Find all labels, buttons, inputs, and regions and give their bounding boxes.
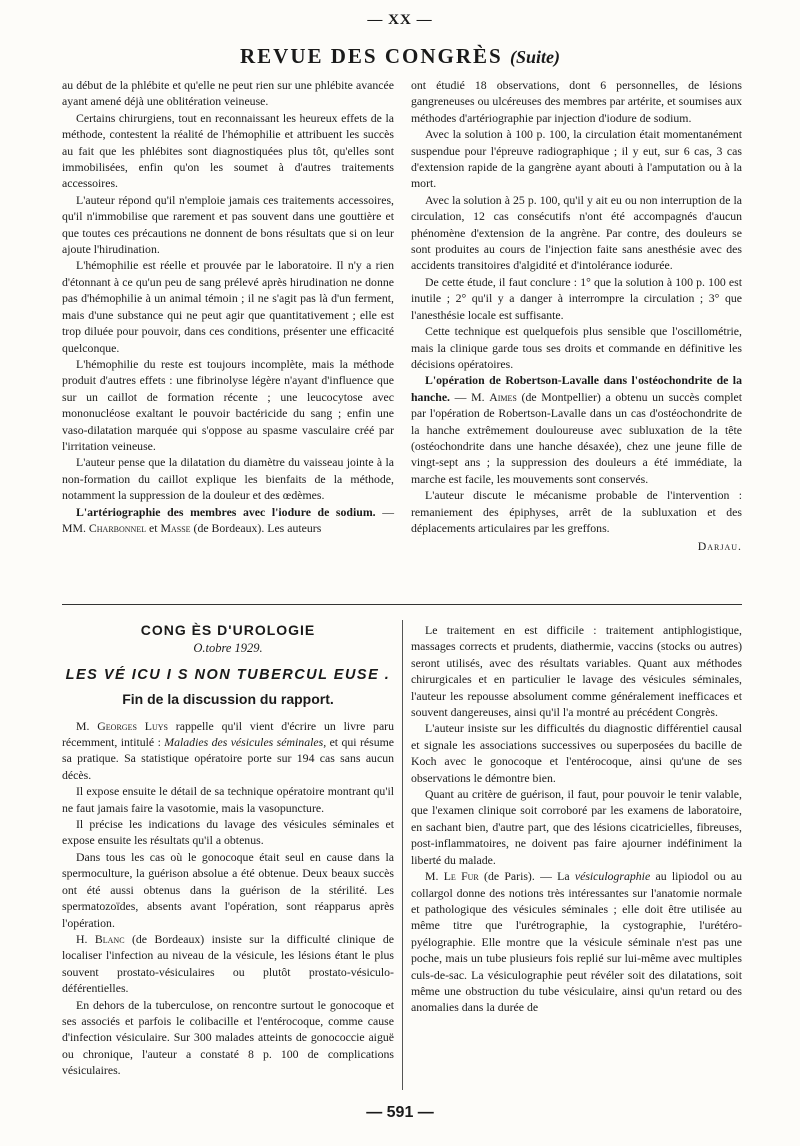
article-heading: L'opération de Robertson-Lavalle dans l'ostéochondrite de la hanche. bbox=[411, 373, 742, 404]
text-fragment: rappelle qu'il vient d'écrire un livre paru récemment, intitulé : bbox=[62, 718, 395, 750]
text-fragment: M. bbox=[76, 718, 90, 733]
text-fragment: au lipiodol ou au collargol donne des notions très intéressantes sur l'anatomie normale et pathologique des vésicules séminales ; elle doit être utilisée au même titre que l'urétrographie, la cystographie, l'urétéro-pyélographie. Elle montre que la vésicule séminale n'est pas une poche, mais un tube plusieurs fois replié sur lui-même avec multiples culs-de-sac. La vésiculographie peut révéler soit des dilatations, soit même une obstruction du tube vésiculaire, ainsi qu'un retard ou des anomalies dans la durée de bbox=[411, 869, 743, 1015]
paragraph: ont étudié 18 observations, dont 6 personnelles, de lésions gangreneuses ou ulcéreuses des membres par artérite, et soumises aux méthodes d'artériographie par injection d'iodure de sodium. bbox=[411, 78, 742, 125]
book-title: Maladies des vésicules séminales, bbox=[164, 735, 327, 750]
paragraph: De cette étude, il faut conclure : 1° que la solution à 100 p. 100 est inutile ; 2° qu'il y a danger à interrompre la circulation ; 3° que l'anesthésie locale est suffisante. bbox=[411, 274, 742, 322]
journal-title: REVUE DES CONGRÈS bbox=[240, 44, 503, 68]
paragraph: L'hémophilie est réelle et prouvée par le laboratoire. Il n'y a rien d'étonnant à ce qu'un peu de sang prélevé après hirudination ne donne pas d'hémophilie à un animal témoin ; il ne s'agit pas là d'un ferment, mais d'une substance qui ne peut agir que quantitativement ; elle est trop diluée pour pouvoir, dans ces conditions, présenter une efficacité quelconque. bbox=[62, 258, 394, 355]
text-fragment: — MM. bbox=[62, 504, 394, 535]
paragraph: Cette technique est quelquefois plus sensible que l'oscillométrie, mais la clinique garde tous ses droits et commande en définitive les décisions opératoires. bbox=[411, 324, 742, 371]
section-subtitle: Fin de la discussion du rapport. bbox=[122, 691, 334, 708]
column-bottom-right bbox=[411, 622, 742, 1016]
paragraph: Avec la solution à 25 p. 100, qu'il y ait eu ou non interruption de la circulation, 12 cas consécutifs n'ont été accompagnés d'aucun phénomène d'extension de la angrène. Par contre, des douleurs se sont produites au cours de l'injection faite sans anesthésie avec des accidents transitoires d'algidité et d'intolérance iodurée. bbox=[411, 192, 742, 273]
author-name: Le Fur bbox=[443, 869, 479, 884]
text-fragment: et bbox=[149, 520, 158, 535]
paragraph-luys bbox=[62, 718, 394, 784]
author-name: Masse bbox=[160, 520, 191, 535]
section-date: O.tobre 1929. bbox=[193, 641, 263, 656]
paragraph: En dehors de la tuberculose, on rencontre surtout le gonocoque et ses associés et parfois le colibacille et l'entérocoque, comme cause d'infection vésiculaire. Sur 300 malades atteints de gonococcie aiguë ou chronique, l'auteur a constaté 8 p. 100 de complications vésiculaires. bbox=[62, 997, 394, 1078]
paragraph: Avec la solution à 100 p. 100, la circulation était momentanément suspendue pour l'épreuve radiographique ; il y eut, sur 6 cas, 3 cas d'extension rapide de la gangrène ayant abouti à l'amputation ou à la mort. bbox=[411, 127, 742, 191]
column-divider bbox=[402, 620, 403, 1090]
text-fragment: (de Bordeaux) insiste sur la difficulté clinique de localiser l'infection au niveau de la vésicule, les lésions étant le plus souvent prostato-vésiculaires ou plutôt prostato-vésiculo-déférentielles. bbox=[62, 931, 394, 996]
paragraph-arteriography bbox=[62, 504, 394, 537]
paragraph-blanc bbox=[62, 931, 394, 997]
text-fragment: (de Bordeaux). Les auteurs bbox=[193, 520, 322, 535]
author-name: Aimes bbox=[489, 389, 517, 404]
paragraph: Certains chirurgiens, tout en reconnaissant les heureux effets de la méthode, contestent la réalité de l'hémophilie et attribuent les succès au fait que les phlébites sont diagnostiquées plus tôt, qu'elles sont immobilisées, enfin qu'on les soumet à d'autres traitements accessoires. bbox=[62, 110, 394, 191]
paragraph: L'hémophilie du reste est toujours incomplète, mais la méthode produit d'autres effets : une fibrinolyse légère n'ayant d'influence que sur un caillot de formation récente ; une leucocytose avec mononucléose exaltant le pouvoir bactéricide du sang ; enfin une vaso-dilatation marquée qui s'oppose au spasme vasculaire créé par l'irritation veineuse. bbox=[62, 356, 394, 453]
signature: Darjau. bbox=[697, 539, 742, 554]
page-header bbox=[0, 44, 800, 69]
author-name: H. Blanc bbox=[76, 931, 125, 946]
paragraph: L'auteur discute le mécanisme probable de l'intervention : remaniement des épiphyses, arrêt de la subluxation et des déplacements articulaires par les greffons. bbox=[411, 488, 742, 535]
horizontal-divider bbox=[62, 604, 742, 605]
paragraph: L'auteur insiste sur les difficultés du diagnostic différentiel causal et signale les associations successives ou superposées du bacille de Koch avec le gonocoque et l'entérocoque, ainsi qu'une de ses observations le démontre bien. bbox=[411, 721, 742, 785]
paragraph-robertson-lavalle bbox=[411, 372, 742, 487]
paragraph: Le traitement en est difficile : traitement antiphlogistique, massages corrects et prudents, diathermie, vaccins (stocks ou autres) seront utilisés, avec des résultats variables. Quant aux méthodes chirurgicales et en particulier le lavage des vésicules séminales, l'auteur les repousse absolument comme généralement inefficaces et souvent dangereuses, ainsi qu'il l'a montré au précédent Congrès. bbox=[411, 623, 742, 720]
paragraph-le-fur bbox=[411, 868, 742, 1016]
article-heading: L'artériographie des membres avec l'iodure de sodium. bbox=[76, 504, 376, 519]
column-top-left bbox=[62, 77, 394, 536]
section-title: CONG ÈS D'UROLOGIE bbox=[140, 622, 316, 638]
text-fragment: (de Montpellier) a obtenu un succès complet par l'opération de Robertson-Lavalle dans un cas d'ostéochondrite de la hanche extrêmement douloureuse avec subluxation de la tête (ostéochondrite dans une hanche désaxée), chez une jeune fille de vingt-sept ans ; la suppression des douleurs a été immédiate, la marche est facile, les mouvements sont conservés. bbox=[411, 389, 743, 486]
text-fragment: — M. bbox=[454, 389, 485, 404]
author-name: Georges Luys bbox=[97, 718, 168, 733]
paragraph: L'auteur répond qu'il n'emploie jamais ces traitements accessoires, qu'il n'immobilise que rarement et pas souvent dans une gouttière et que toutes ces précautions ne donnent de bons résultats que si on leur ajoute l'hirudination. bbox=[62, 192, 394, 257]
paragraph: Dans tous les cas où le gonocoque était seul en cause dans la spermoculture, la guérison absolue a été obtenue. Deux beaux succès ont été aussi obtenus dans la guérison de la stérilité. Les spermatozoïdes, absents avant l'opération, sont réapparus après l'opération. bbox=[62, 849, 394, 930]
text-fragment: (de Paris). — La bbox=[484, 869, 570, 884]
section-topic: LES VÉ ICU I S NON TUBERCUL EUSE . bbox=[65, 666, 391, 683]
paragraph: Quant au critère de guérison, il faut, pour pouvoir le tenir valable, que l'examen clinique soit corroboré par les examens de laboratoire, en sachant bien, d'autre part, que des lésions cicatricielles, fibreuses, post-inflammatoires, ne doivent pas faire ajourner indéfiniment la liberté du malade. bbox=[411, 787, 742, 867]
journal-subtitle: (Suite) bbox=[509, 47, 560, 67]
author-name: Charbonnel bbox=[88, 520, 147, 535]
paragraph: L'auteur pense que la dilatation du diamètre du vaisseau jointe à la non-formation du caillot explique les bienfaits de la méthode, notamment la suppression de la douleur et des œdèmes. bbox=[62, 455, 394, 503]
paragraph: Il précise les indications du lavage des vésicules séminales et expose ensuite les résultats qu'il a obtenus. bbox=[62, 817, 394, 848]
page-number: — 591 — bbox=[366, 1104, 434, 1121]
page-roman-numeral: — XX — bbox=[367, 12, 433, 28]
column-top-right bbox=[411, 77, 742, 555]
column-bottom-left bbox=[62, 622, 394, 1079]
paragraph: au début de la phlébite et qu'elle ne peut rien sur une phlébite avancée ayant amené déjà une oblitération veineuse. bbox=[62, 78, 394, 109]
term: vésiculographie bbox=[574, 869, 651, 884]
text-fragment: et qui résume sa pratique. Sa statistique opératoire porte sur 194 cas sans aucun décès. bbox=[62, 735, 395, 782]
paragraph: Il expose ensuite le détail de sa technique opératoire montrant qu'il ne faut jamais faire la vasotomie, mais la vasopuncture. bbox=[62, 784, 394, 815]
text-fragment: M. bbox=[425, 869, 439, 884]
